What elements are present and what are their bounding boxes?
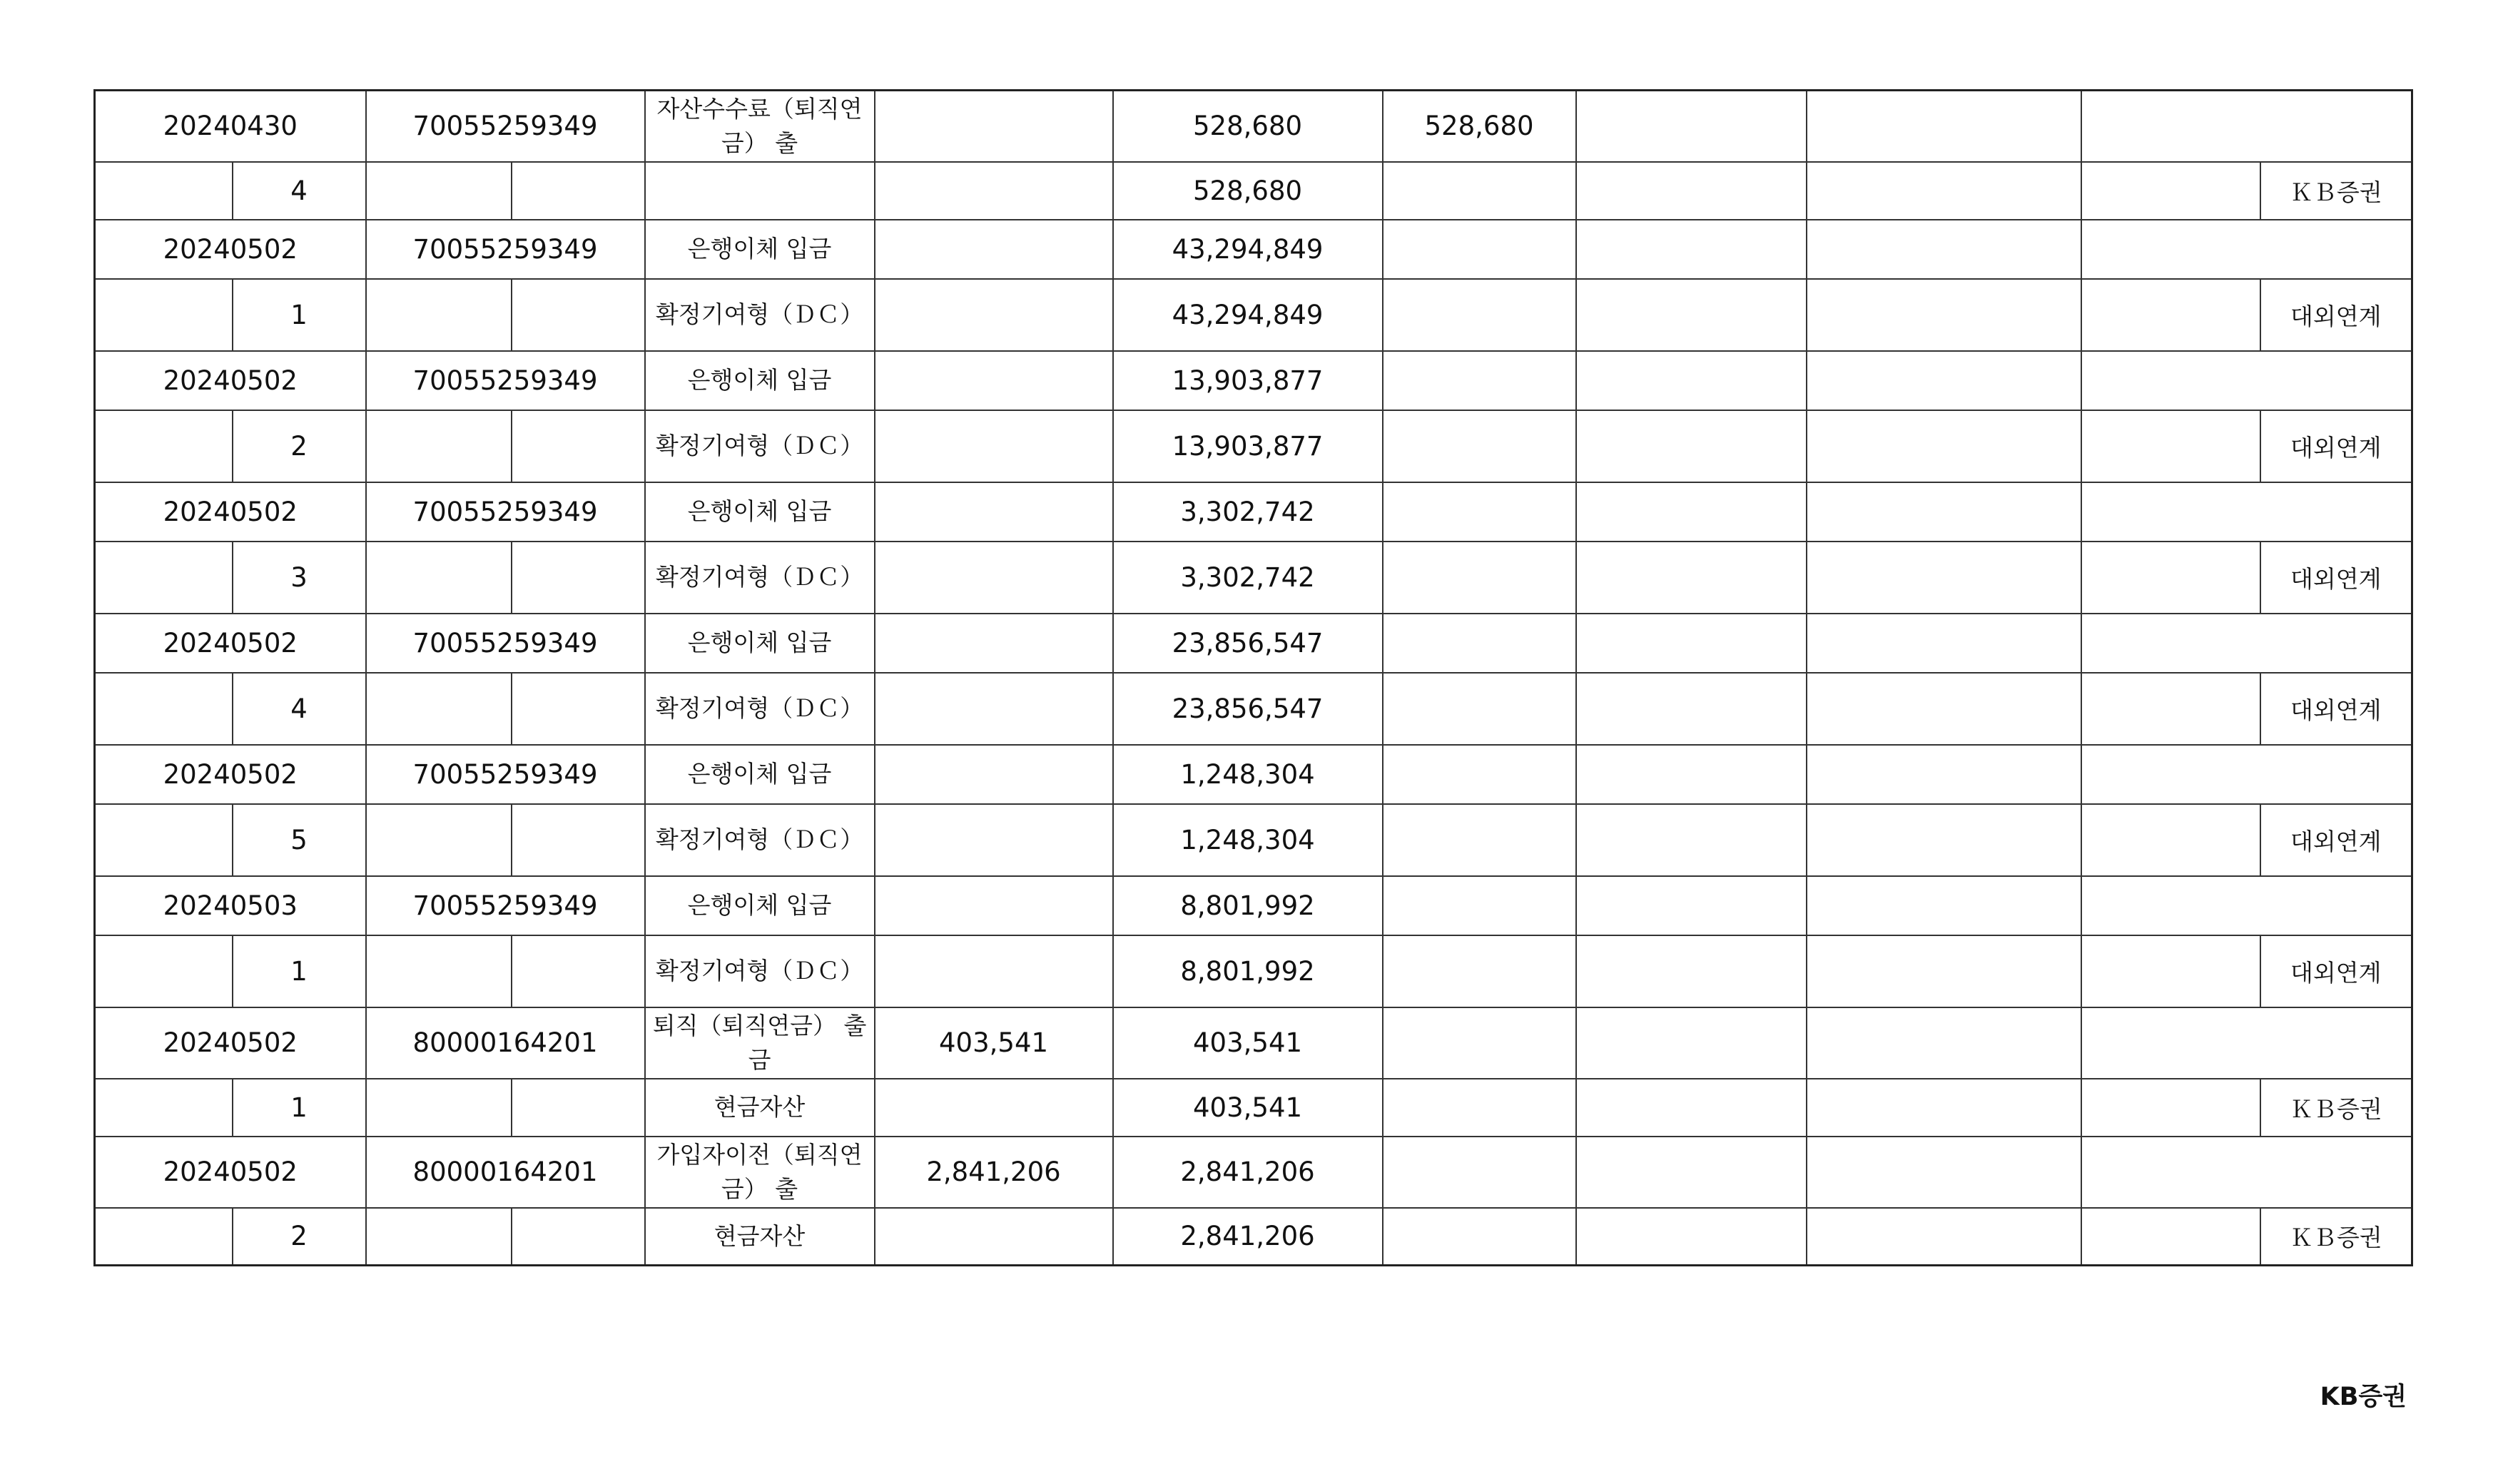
empty-cell [2081, 1079, 2260, 1137]
empty-cell [1807, 220, 2081, 279]
empty-cell [2081, 935, 2260, 1007]
institution-note: 대외연계 [2260, 542, 2412, 614]
transaction-date: 20240502 [95, 614, 366, 673]
transaction-detail-row [95, 673, 2412, 745]
transaction-detail-row [95, 935, 2412, 1007]
empty-cell [875, 162, 1113, 220]
transaction-description: 은행이체 입금 [645, 482, 875, 542]
empty-cell [2081, 91, 2412, 162]
transaction-description: 퇴직（퇴직연금） 출금 [645, 1007, 875, 1079]
empty-cell [366, 279, 512, 351]
empty-cell [366, 673, 512, 745]
transaction-table-body [95, 91, 2412, 1266]
empty-cell [875, 1208, 1113, 1266]
detail-amount: 43,294,849 [1113, 279, 1383, 351]
institution-note: 대외연계 [2260, 804, 2412, 876]
account-number: 80000164201 [366, 1137, 645, 1208]
empty-cell [1807, 162, 2081, 220]
empty-cell [2081, 745, 2412, 804]
empty-cell [366, 1208, 512, 1266]
empty-cell [95, 410, 233, 482]
empty-cell [1807, 1007, 2081, 1079]
sequence-number: 5 [233, 804, 366, 876]
empty-cell [1807, 935, 2081, 1007]
empty-cell [2081, 1208, 2260, 1266]
sequence-number: 1 [233, 935, 366, 1007]
empty-cell [1807, 410, 2081, 482]
empty-cell [1576, 91, 1807, 162]
sequence-number: 4 [233, 162, 366, 220]
empty-cell [1576, 279, 1807, 351]
transaction-amount: 1,248,304 [1113, 745, 1383, 804]
empty-cell [2081, 220, 2412, 279]
empty-cell [1383, 804, 1576, 876]
transaction-row [95, 876, 2412, 935]
footer-brand-logo: KB증권 [2320, 1383, 2407, 1411]
empty-cell [875, 542, 1113, 614]
empty-cell [1383, 1208, 1576, 1266]
empty-cell [2081, 279, 2260, 351]
empty-cell [512, 804, 645, 876]
empty-cell [875, 673, 1113, 745]
empty-cell [1383, 279, 1576, 351]
transaction-amount: 43,294,849 [1113, 220, 1383, 279]
amount-column-4: 403,541 [875, 1007, 1113, 1079]
empty-cell [2081, 1137, 2412, 1208]
empty-cell [875, 804, 1113, 876]
transaction-amount: 23,856,547 [1113, 614, 1383, 673]
empty-cell [1576, 935, 1807, 1007]
transaction-date: 20240502 [95, 220, 366, 279]
amount-column-6 [1383, 876, 1576, 935]
empty-cell [2081, 162, 2260, 220]
empty-cell [1383, 673, 1576, 745]
institution-note: 대외연계 [2260, 410, 2412, 482]
empty-cell [366, 410, 512, 482]
account-number: 70055259349 [366, 220, 645, 279]
amount-column-6: 528,680 [1383, 91, 1576, 162]
detail-description [645, 162, 875, 220]
empty-cell [512, 673, 645, 745]
empty-cell [366, 542, 512, 614]
empty-cell [2081, 804, 2260, 876]
empty-cell [2081, 1007, 2412, 1079]
sequence-number: 1 [233, 279, 366, 351]
transaction-date: 20240430 [95, 91, 366, 162]
empty-cell [95, 673, 233, 745]
empty-cell [1807, 673, 2081, 745]
empty-cell [1383, 935, 1576, 1007]
empty-cell [1383, 410, 1576, 482]
empty-cell [1576, 410, 1807, 482]
detail-amount: 528,680 [1113, 162, 1383, 220]
amount-column-4 [875, 351, 1113, 410]
transaction-row [95, 745, 2412, 804]
transaction-row [95, 1137, 2412, 1208]
empty-cell [875, 410, 1113, 482]
account-number: 70055259349 [366, 91, 645, 162]
empty-cell [1576, 220, 1807, 279]
amount-column-6 [1383, 220, 1576, 279]
account-number: 70055259349 [366, 351, 645, 410]
transaction-description: 은행이체 입금 [645, 745, 875, 804]
transaction-description: 은행이체 입금 [645, 614, 875, 673]
transaction-amount: 528,680 [1113, 91, 1383, 162]
detail-amount: 23,856,547 [1113, 673, 1383, 745]
transaction-detail-row [95, 162, 2412, 220]
empty-cell [95, 1079, 233, 1137]
transaction-date: 20240502 [95, 745, 366, 804]
empty-cell [1576, 162, 1807, 220]
transaction-amount: 8,801,992 [1113, 876, 1383, 935]
empty-cell [1807, 1079, 2081, 1137]
empty-cell [512, 542, 645, 614]
transaction-row [95, 614, 2412, 673]
transaction-detail-row [95, 410, 2412, 482]
transaction-description: 은행이체 입금 [645, 220, 875, 279]
empty-cell [95, 804, 233, 876]
empty-cell [512, 279, 645, 351]
empty-cell [1383, 162, 1576, 220]
empty-cell [95, 1208, 233, 1266]
sequence-number: 3 [233, 542, 366, 614]
detail-description: 확정기여형（ＤＣ） [645, 279, 875, 351]
detail-amount: 3,302,742 [1113, 542, 1383, 614]
amount-column-4 [875, 876, 1113, 935]
empty-cell [366, 804, 512, 876]
amount-column-6 [1383, 1007, 1576, 1079]
detail-description: 확정기여형（ＤＣ） [645, 804, 875, 876]
account-number: 70055259349 [366, 876, 645, 935]
transaction-date: 20240502 [95, 1137, 366, 1208]
empty-cell [1576, 1137, 1807, 1208]
empty-cell [1576, 351, 1807, 410]
account-number: 70055259349 [366, 745, 645, 804]
detail-amount: 13,903,877 [1113, 410, 1383, 482]
sequence-number: 2 [233, 1208, 366, 1266]
transaction-amount: 2,841,206 [1113, 1137, 1383, 1208]
transaction-row [95, 482, 2412, 542]
empty-cell [1576, 1208, 1807, 1266]
institution-note: 대외연계 [2260, 935, 2412, 1007]
empty-cell [2081, 542, 2260, 614]
transaction-detail-row [95, 279, 2412, 351]
detail-description: 확정기여형（ＤＣ） [645, 410, 875, 482]
transaction-detail-row [95, 804, 2412, 876]
empty-cell [875, 1079, 1113, 1137]
transaction-detail-row [95, 542, 2412, 614]
empty-cell [366, 1079, 512, 1137]
empty-cell [1576, 482, 1807, 542]
empty-cell [1576, 804, 1807, 876]
amount-column-4 [875, 91, 1113, 162]
empty-cell [1807, 542, 2081, 614]
empty-cell [1576, 1007, 1807, 1079]
detail-description: 확정기여형（ＤＣ） [645, 935, 875, 1007]
transaction-amount: 13,903,877 [1113, 351, 1383, 410]
empty-cell [1383, 542, 1576, 614]
detail-amount: 403,541 [1113, 1079, 1383, 1137]
transaction-date: 20240503 [95, 876, 366, 935]
empty-cell [2081, 482, 2412, 542]
amount-column-6 [1383, 745, 1576, 804]
empty-cell [1576, 876, 1807, 935]
empty-cell [1807, 614, 2081, 673]
empty-cell [512, 162, 645, 220]
amount-column-6 [1383, 482, 1576, 542]
sequence-number: 1 [233, 1079, 366, 1137]
amount-column-4: 2,841,206 [875, 1137, 1113, 1208]
transaction-date: 20240502 [95, 482, 366, 542]
detail-description: 확정기여형（ＤＣ） [645, 542, 875, 614]
empty-cell [1807, 279, 2081, 351]
empty-cell [1807, 876, 2081, 935]
empty-cell [1807, 351, 2081, 410]
empty-cell [1576, 745, 1807, 804]
empty-cell [1807, 91, 2081, 162]
transaction-amount: 3,302,742 [1113, 482, 1383, 542]
transaction-table [93, 89, 2413, 1266]
amount-column-6 [1383, 614, 1576, 673]
empty-cell [95, 542, 233, 614]
transaction-row [95, 91, 2412, 162]
empty-cell [512, 935, 645, 1007]
transaction-detail-row [95, 1079, 2412, 1137]
account-number: 80000164201 [366, 1007, 645, 1079]
detail-description: 확정기여형（ＤＣ） [645, 673, 875, 745]
empty-cell [1807, 482, 2081, 542]
detail-description: 현금자산 [645, 1208, 875, 1266]
institution-note: ＫＢ증권 [2260, 1079, 2412, 1137]
amount-column-4 [875, 482, 1113, 542]
transaction-row [95, 220, 2412, 279]
empty-cell [1807, 1137, 2081, 1208]
empty-cell [875, 935, 1113, 1007]
empty-cell [1576, 542, 1807, 614]
empty-cell [95, 935, 233, 1007]
transaction-description: 은행이체 입금 [645, 876, 875, 935]
empty-cell [95, 162, 233, 220]
empty-cell [512, 410, 645, 482]
transaction-description: 은행이체 입금 [645, 351, 875, 410]
empty-cell [2081, 614, 2412, 673]
sequence-number: 2 [233, 410, 366, 482]
empty-cell [1576, 673, 1807, 745]
empty-cell [1576, 1079, 1807, 1137]
empty-cell [2081, 351, 2412, 410]
amount-column-4 [875, 614, 1113, 673]
transaction-row [95, 1007, 2412, 1079]
empty-cell [366, 935, 512, 1007]
institution-note: ＫＢ증권 [2260, 1208, 2412, 1266]
transaction-description: 가입자이전（퇴직연금） 출 [645, 1137, 875, 1208]
empty-cell [1383, 1079, 1576, 1137]
empty-cell [2081, 876, 2412, 935]
empty-cell [1807, 1208, 2081, 1266]
empty-cell [1807, 745, 2081, 804]
amount-column-4 [875, 745, 1113, 804]
detail-amount: 1,248,304 [1113, 804, 1383, 876]
account-number: 70055259349 [366, 482, 645, 542]
empty-cell [1576, 614, 1807, 673]
transaction-row [95, 351, 2412, 410]
transaction-detail-row [95, 1208, 2412, 1266]
empty-cell [1807, 804, 2081, 876]
transaction-amount: 403,541 [1113, 1007, 1383, 1079]
institution-note: 대외연계 [2260, 279, 2412, 351]
detail-amount: 8,801,992 [1113, 935, 1383, 1007]
amount-column-6 [1383, 1137, 1576, 1208]
detail-amount: 2,841,206 [1113, 1208, 1383, 1266]
empty-cell [366, 162, 512, 220]
detail-description: 현금자산 [645, 1079, 875, 1137]
empty-cell [2081, 673, 2260, 745]
amount-column-4 [875, 220, 1113, 279]
amount-column-6 [1383, 351, 1576, 410]
institution-note: ＫＢ증권 [2260, 162, 2412, 220]
transaction-description: 자산수수료（퇴직연금） 출 [645, 91, 875, 162]
empty-cell [2081, 410, 2260, 482]
empty-cell [95, 279, 233, 351]
sequence-number: 4 [233, 673, 366, 745]
transaction-date: 20240502 [95, 351, 366, 410]
institution-note: 대외연계 [2260, 673, 2412, 745]
empty-cell [512, 1208, 645, 1266]
account-number: 70055259349 [366, 614, 645, 673]
empty-cell [512, 1079, 645, 1137]
transaction-date: 20240502 [95, 1007, 366, 1079]
empty-cell [875, 279, 1113, 351]
